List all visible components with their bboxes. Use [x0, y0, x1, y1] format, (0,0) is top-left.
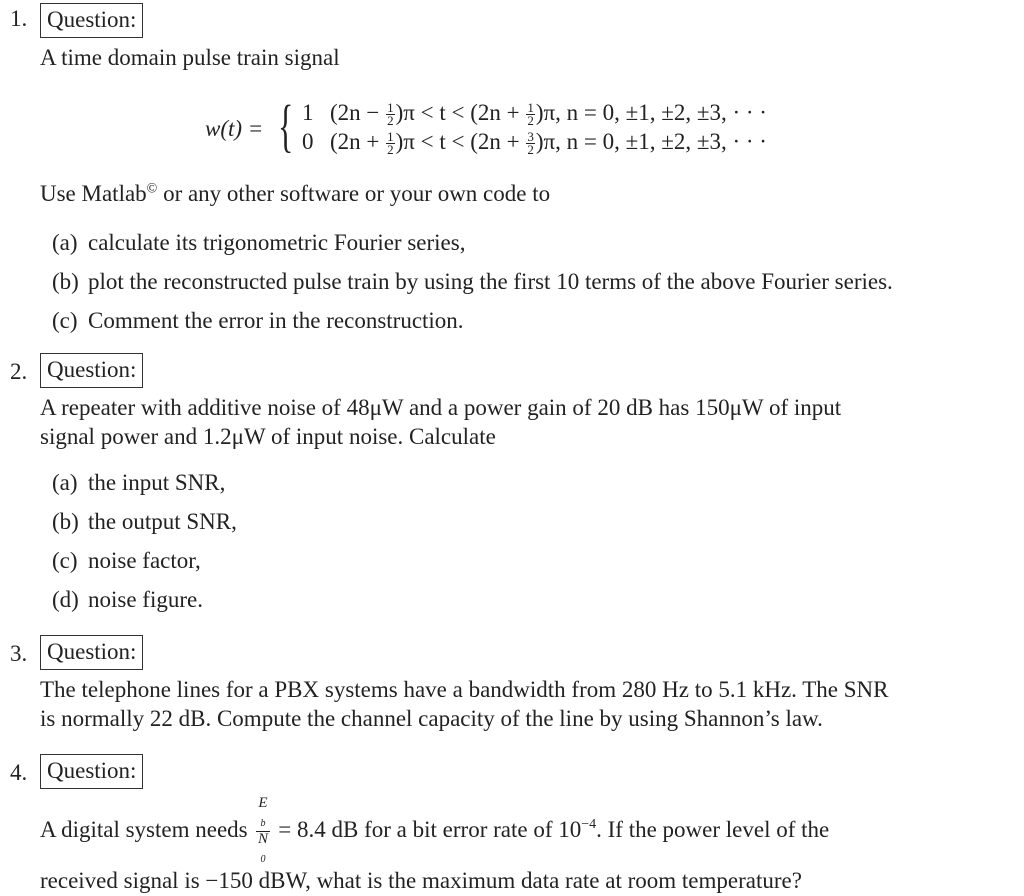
eb-over-n0-fraction: E $_b$ N $_0$ — [257, 795, 268, 865]
question-label-box: Question: — [40, 353, 143, 388]
list-item: (b) the output SNR, — [52, 509, 237, 534]
question-number: 4. — [10, 760, 28, 785]
left-brace: { — [278, 93, 294, 158]
question-text: A repeater with additive noise of 48μW and a power gain of 20 dB has 150μW of input signal power and 1.2μW of input noise. Calculate — [40, 395, 842, 449]
question-label-box: Question: — [40, 635, 143, 670]
question-intro: A time domain pulse train signal — [40, 45, 340, 70]
list-item: (d) noise figure. — [52, 587, 203, 612]
question-number: 1. — [10, 6, 28, 31]
list-item: (a) the input SNR, — [52, 470, 226, 495]
piecewise-equation — [0, 93, 1000, 163]
question-label-box: Question: — [40, 3, 143, 38]
list-item: (c) Comment the error in the reconstruction. — [52, 308, 464, 333]
question-number: 3. — [10, 641, 28, 666]
question-instruction: Use Matlab© or any other software or your own code to — [40, 181, 551, 206]
list-item: (a) calculate its trigonometric Fourier series, — [52, 230, 466, 255]
equation-lhs: w(t) = — [205, 116, 264, 141]
list-item: (c) noise factor, — [52, 548, 201, 573]
question-text: A digital system needs E $_b$ N $_0$ = 8.4 dB for a bit error rate of $10^{-4}$. If the power level of the received signal is −150 dBW, what is the maximum data rate at room temperature? — [40, 795, 830, 893]
question-text: The telephone lines for a PBX systems have a bandwidth from 280 Hz to 5.1 kHz. The SNR is normally 22 dB. Compute the channel capacity of the line by using Shannon’s law. — [40, 677, 889, 731]
list-item: (b) plot the reconstructed pulse train by using the first 10 terms of the above Fourier series. — [52, 269, 893, 294]
equation-row-1: 1 (2n − $\frac{1}{2}$ )π < t < (2n + $\frac{1}{2}$ )π, n = 0, ±1, ±2, ±3, · · · — [302, 100, 767, 129]
equation-row-2: 0 (2n + $\frac{1}{2}$ )π < t < (2n + $\frac{3}{2}$ )π, n = 0, ±1, ±2, ±3, · · · — [302, 129, 767, 158]
question-label-box: Question: — [40, 754, 143, 789]
question-number: 2. — [10, 359, 28, 384]
